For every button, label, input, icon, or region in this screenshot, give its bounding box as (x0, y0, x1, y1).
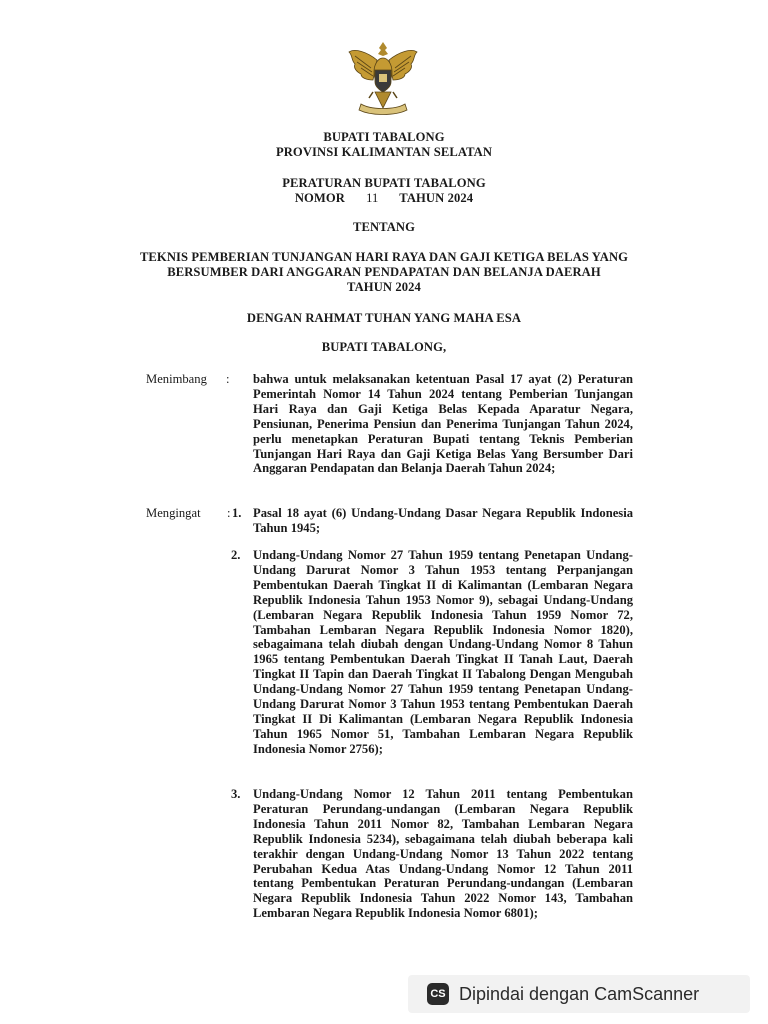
menimbang-label: Menimbang (146, 372, 207, 386)
rahmat-line: DENGAN RAHMAT TUHAN YANG MAHA ESA (246, 311, 522, 325)
mengingat-label: Mengingat (146, 506, 201, 520)
regulation-block (0, 176, 768, 206)
subject-line-1: TEKNIS PEMBERIAN TUNJANGAN HARI RAYA DAN GAJI KETIGA BELAS YANG (139, 250, 629, 264)
garuda-emblem-icon (345, 38, 421, 120)
tahun-label: TAHUN 2024 (399, 191, 474, 205)
subject-line-3: TAHUN 2024 (347, 280, 421, 294)
bupati-line: BUPATI TABALONG, (321, 340, 447, 354)
regulation-title: PERATURAN BUPATI TABALONG (282, 176, 486, 190)
mengingat-item-2-number: 2. (231, 548, 241, 562)
mengingat-item-3-text: Undang-Undang Nomor 12 Tahun 2011 tentang Pembentukan Peraturan Perundang-undangan (Lembaran Negara Republik Indonesia Tahun 2011 Nomor 82, Tambahan Lembaran Negara Republik Indonesia 5234), sebagaimana telah diubah beberapa kali terakhir dengan Undang-Undang Nomor 13 Tahun 2022 tentang Perubahan Kedua Atas Undang-Undang Nomor 12 Tahun 2011 tentang Pembentukan Peraturan Perundang-undangan (Lembaran Negara Republik Indonesia Tahun 2022 Nomor 143, Tambahan Lembaran Negara Republik Indonesia Nomor 6801); (253, 787, 633, 921)
issuer-province: PROVINSI KALIMANTAN SELATAN (275, 145, 493, 159)
regulation-number (0, 191, 768, 206)
mengingat-item-3-number: 3. (231, 787, 241, 801)
mengingat-item-1-text: Pasal 18 ayat (6) Undang-Undang Dasar Negara Republik Indonesia Tahun 1945; (253, 506, 633, 535)
menimbang-colon: : (226, 372, 230, 386)
mengingat-colon: : (227, 506, 231, 520)
camscanner-logo-icon: CS (427, 983, 449, 1005)
subject-line-2: BERSUMBER DARI ANGGARAN PENDAPATAN DAN BELANJA DAERAH (167, 265, 601, 279)
mengingat-item-2-text: Undang-Undang Nomor 27 Tahun 1959 tentang Penetapan Undang-Undang Darurat Nomor 3 Tahun 1953 tentang Perpanjangan Pembentukan Daerah Tingkat II di Kalimantan (Lembaran Negara Republik Indonesia Tahun 1953 Nomor 9), sebagai Undang-Undang (Lembaran Negara Republik Indonesia Tahun 1959 Nomor 72, Tambahan Lembaran Negara Republik Indonesia Nomor 1820), sebagaimana telah diubah dengan Undang-Undang Nomor 8 Tahun 1965 tentang Pembentukan Daerah Tingkat II Tanah Laut, Daerah Tingkat II Tapin dan Daerah Tingkat II Tabalong Dengan Mengubah Undang-Undang Nomor 27 Tahun 1959 tentang Penetapan Undang-Undang Darurat Nomor 3 Tahun 1953 tentang Pembentukan Daerah Tingkat II Di Kalimantan (Lembaran Negara Republik Indonesia Tahun 1965 Nomor 51, Tambahan Lembaran Negara Republik Indonesia Nomor 2756); (253, 548, 633, 756)
issuer-block (0, 130, 768, 160)
camscanner-badge (408, 975, 750, 1013)
nomor-label: NOMOR (294, 191, 345, 205)
subject-block (0, 250, 768, 295)
mengingat-item-1-number: 1. (232, 506, 242, 520)
issuer-title: BUPATI TABALONG (323, 130, 445, 144)
camscanner-text: Dipindai dengan CamScanner (459, 983, 700, 1004)
nomor-value: 11 (366, 191, 379, 205)
tentang-heading: TENTANG (352, 220, 416, 234)
menimbang-text: bahwa untuk melaksanakan ketentuan Pasal 17 ayat (2) Peraturan Pemerintah Nomor 14 Tahun 2024 tentang Pemberian Tunjangan Hari Raya dan Gaji Ketiga Belas Kepada Aparatur Negara, Pensiunan, Penerima Pensiun dan Penerima Tunjangan Tahun 2024, perlu menetapkan Peraturan Bupati tentang Teknis Pemberian Tunjangan Hari Raya dan Gaji Ketiga Belas Yang Bersumber Dari Anggaran Pendapatan dan Belanja Daerah Tahun 2024; (253, 372, 633, 476)
